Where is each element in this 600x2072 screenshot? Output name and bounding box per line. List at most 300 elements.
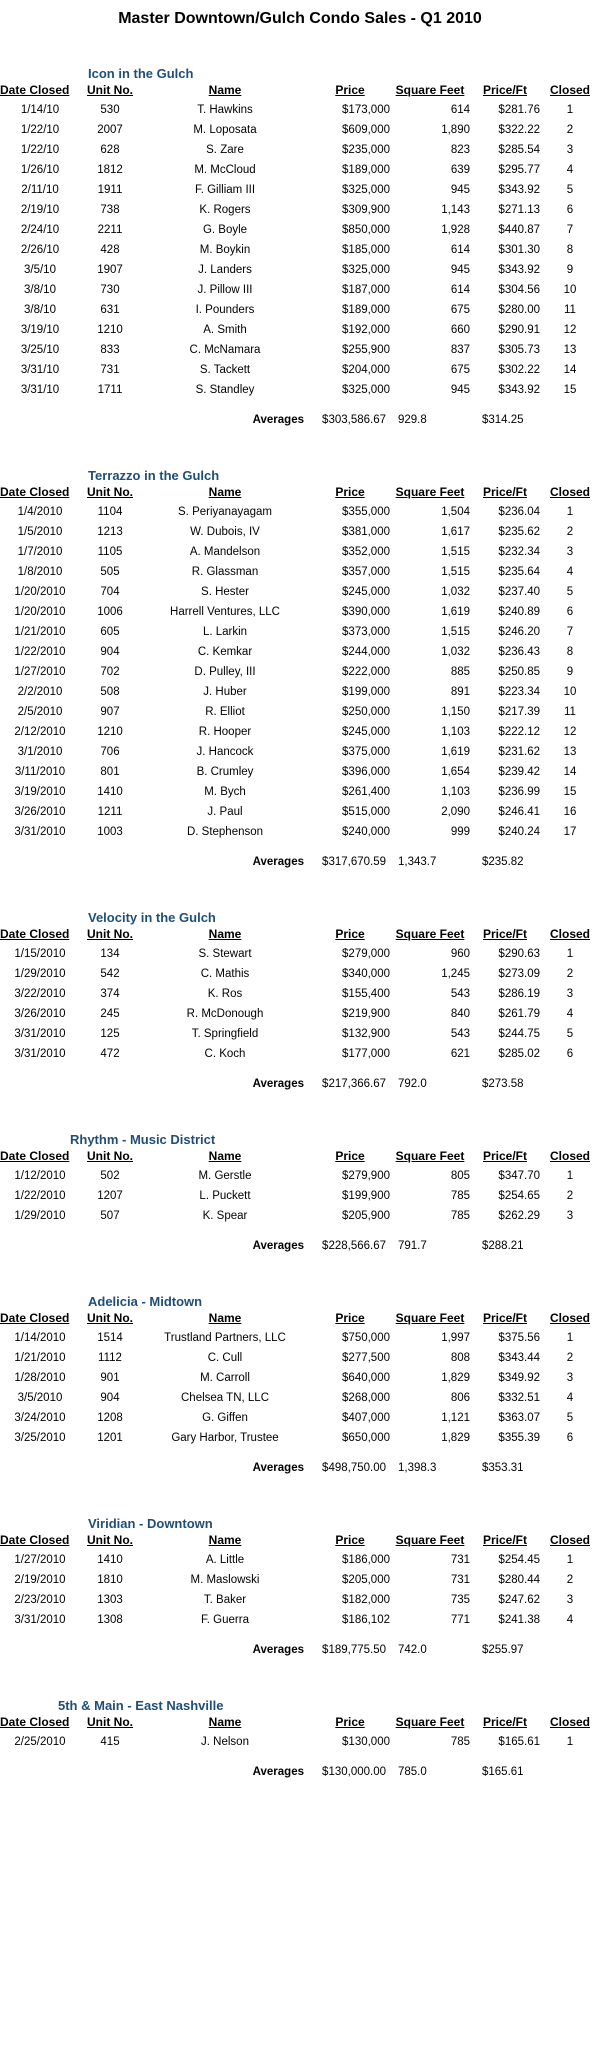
table-cell: $340,000 xyxy=(342,968,390,980)
table-row xyxy=(0,1044,600,1064)
table-cell: $255,900 xyxy=(342,344,390,356)
table-row xyxy=(0,822,600,842)
table-cell: $232.34 xyxy=(498,546,540,558)
empty-cell xyxy=(80,1752,140,1792)
table-cell: 2 xyxy=(566,1574,574,1586)
column-header: Price xyxy=(335,1149,365,1163)
table-cell: 1907 xyxy=(97,264,123,276)
table-cell: $254.45 xyxy=(498,1554,540,1566)
table-cell: 1514 xyxy=(97,1332,123,1344)
table-cell: $165.61 xyxy=(498,1736,540,1748)
table-cell: 1/26/10 xyxy=(20,164,60,176)
table-row xyxy=(0,502,600,522)
empty-cell xyxy=(0,1630,80,1670)
table-cell: 1/29/2010 xyxy=(14,968,66,980)
table-cell: 507 xyxy=(100,1210,120,1222)
average-square-feet: 792.0 xyxy=(398,1078,427,1090)
table-cell: 639 xyxy=(450,164,470,176)
table-cell: $304.56 xyxy=(498,284,540,296)
table-cell: 808 xyxy=(450,1352,470,1364)
table-cell: $390,000 xyxy=(342,606,390,618)
table-cell: 505 xyxy=(100,566,120,578)
column-header: Price/Ft xyxy=(482,927,527,941)
table-cell: 660 xyxy=(450,324,470,336)
table-cell: 7 xyxy=(566,224,574,236)
table-cell: 11 xyxy=(564,706,576,718)
table-cell: 12 xyxy=(563,324,577,336)
average-square-feet: 791.7 xyxy=(398,1240,427,1252)
table-cell: G. Boyle xyxy=(202,224,248,236)
empty-cell xyxy=(80,1064,140,1104)
empty-cell xyxy=(0,1448,80,1488)
column-header: Square Feet xyxy=(395,1533,465,1547)
table-cell: $239.42 xyxy=(498,766,540,778)
column-header: Name xyxy=(208,1149,242,1163)
table-cell: $205,900 xyxy=(342,1210,390,1222)
table-cell: K. Ros xyxy=(207,988,243,1000)
sales-table xyxy=(0,1530,600,1670)
empty-cell xyxy=(540,1630,600,1670)
column-header: Unit No. xyxy=(87,485,133,499)
table-cell: $347.70 xyxy=(498,1170,540,1182)
table-cell: R. Hooper xyxy=(198,726,252,738)
table-cell: 543 xyxy=(450,1028,470,1040)
table-row xyxy=(0,542,600,562)
table-row xyxy=(0,782,600,802)
table-cell: $750,000 xyxy=(342,1332,390,1344)
table-cell: 1,504 xyxy=(441,506,470,518)
table-row xyxy=(0,1004,600,1024)
table-cell: 1/5/2010 xyxy=(17,526,63,538)
column-header: Square Feet xyxy=(395,485,465,499)
average-square-feet: 929.8 xyxy=(398,414,427,426)
table-cell: 13 xyxy=(563,344,577,356)
table-cell: A. Smith xyxy=(203,324,247,336)
table-cell: 1,032 xyxy=(441,646,470,658)
table-cell: 16 xyxy=(563,806,577,818)
column-header: Closed xyxy=(549,1311,590,1325)
table-cell: 530 xyxy=(100,104,120,116)
table-cell: 1,032 xyxy=(441,586,470,598)
table-cell: 1,103 xyxy=(441,726,470,738)
table-cell: 7 xyxy=(566,626,574,638)
table-cell: 785 xyxy=(450,1736,470,1748)
table-header-row xyxy=(0,80,600,100)
table-cell: 806 xyxy=(450,1392,470,1404)
table-cell: 2 xyxy=(566,968,574,980)
table-cell: $185,000 xyxy=(342,244,390,256)
table-cell: 245 xyxy=(100,1008,120,1020)
table-cell: C. Koch xyxy=(204,1048,246,1060)
table-cell: $244.75 xyxy=(498,1028,540,1040)
table-row xyxy=(0,1550,600,1570)
table-cell: 9 xyxy=(566,264,574,276)
table-cell: W. Dubois, IV xyxy=(190,526,260,538)
sales-table xyxy=(0,80,600,440)
sales-table xyxy=(0,1308,600,1488)
table-row xyxy=(0,320,600,340)
table-cell: 785 xyxy=(450,1190,470,1202)
table-cell: 8 xyxy=(566,646,574,658)
table-cell: $261,400 xyxy=(342,786,390,798)
table-cell: $173,000 xyxy=(342,104,390,116)
table-cell: $375.56 xyxy=(498,1332,540,1344)
table-cell: $301.30 xyxy=(498,244,540,256)
table-cell: I. Pounders xyxy=(195,304,255,316)
column-header: Closed xyxy=(549,83,590,97)
table-cell: 374 xyxy=(100,988,120,1000)
table-cell: $189,000 xyxy=(342,304,390,316)
table-cell: 1/21/2010 xyxy=(14,1352,66,1364)
table-cell: $222,000 xyxy=(342,666,390,678)
table-cell: $231.62 xyxy=(498,746,540,758)
table-cell: S. Zare xyxy=(206,144,244,156)
empty-cell xyxy=(80,1226,140,1266)
column-header: Date Closed xyxy=(0,1149,70,1163)
table-cell: 10 xyxy=(563,686,577,698)
table-cell: 1112 xyxy=(98,1352,122,1364)
table-cell: 3/8/10 xyxy=(24,284,56,296)
table-cell: $236.04 xyxy=(498,506,540,518)
table-cell: $130,000 xyxy=(342,1736,390,1748)
table-cell: K. Rogers xyxy=(199,204,251,216)
table-cell: C. Cull xyxy=(207,1352,243,1364)
sales-table xyxy=(0,482,600,882)
table-cell: $290.91 xyxy=(498,324,540,336)
table-cell: 605 xyxy=(100,626,120,638)
table-cell: $363.07 xyxy=(498,1412,540,1424)
table-cell: $305.73 xyxy=(498,344,540,356)
table-row xyxy=(0,360,600,380)
table-cell: 3/19/2010 xyxy=(14,786,66,798)
table-row xyxy=(0,220,600,240)
table-cell: $223.34 xyxy=(498,686,540,698)
table-header-row xyxy=(0,1712,600,1732)
table-cell: $290.63 xyxy=(498,948,540,960)
table-cell: $343.92 xyxy=(498,384,540,396)
column-header: Price/Ft xyxy=(482,485,527,499)
table-cell: 1/4/2010 xyxy=(17,506,63,518)
table-cell: $250.85 xyxy=(498,666,540,678)
table-cell: $295.77 xyxy=(498,164,540,176)
table-cell: 2 xyxy=(566,124,574,136)
table-cell: $262.29 xyxy=(498,1210,540,1222)
average-price: $217,366.67 xyxy=(322,1078,386,1090)
table-row xyxy=(0,722,600,742)
table-cell: 2/24/10 xyxy=(20,224,60,236)
table-cell: T. Baker xyxy=(203,1594,247,1606)
table-row xyxy=(0,100,600,120)
table-cell: 735 xyxy=(450,1594,470,1606)
sales-sections xyxy=(0,38,600,1792)
table-cell: 904 xyxy=(100,646,120,658)
table-row xyxy=(0,622,600,642)
table-header-row xyxy=(0,1530,600,1550)
table-row xyxy=(0,200,600,220)
average-price: $317,670.59 xyxy=(322,856,386,868)
column-header: Closed xyxy=(549,1149,590,1163)
table-cell: 2/12/2010 xyxy=(14,726,66,738)
average-price: $130,000.00 xyxy=(322,1766,386,1778)
table-cell: $254.65 xyxy=(498,1190,540,1202)
table-cell: 945 xyxy=(450,184,470,196)
table-cell: 1 xyxy=(566,104,574,116)
table-cell: $205,000 xyxy=(342,1574,390,1586)
table-cell: 14 xyxy=(563,364,577,376)
empty-cell xyxy=(540,1226,600,1266)
table-row xyxy=(0,120,600,140)
table-row xyxy=(0,964,600,984)
table-header-row xyxy=(0,482,600,502)
empty-cell xyxy=(540,842,600,882)
table-row xyxy=(0,1368,600,1388)
averages-row xyxy=(0,842,600,882)
table-header-row xyxy=(0,1146,600,1166)
table-cell: $440.87 xyxy=(498,224,540,236)
table-cell: D. Pulley, III xyxy=(194,666,256,678)
average-price: $189,775.50 xyxy=(322,1644,386,1656)
table-cell: 1,150 xyxy=(441,706,470,718)
table-cell: 3/8/10 xyxy=(24,304,56,316)
table-cell: 614 xyxy=(450,244,470,256)
empty-cell xyxy=(0,1064,80,1104)
table-cell: $186,000 xyxy=(342,1554,390,1566)
table-cell: 823 xyxy=(450,144,470,156)
table-row xyxy=(0,984,600,1004)
table-cell: 1/8/2010 xyxy=(17,566,63,578)
sales-section xyxy=(0,440,600,882)
table-cell: $244,000 xyxy=(342,646,390,658)
table-cell: $309,900 xyxy=(342,204,390,216)
table-cell: 833 xyxy=(100,344,120,356)
table-row xyxy=(0,160,600,180)
table-cell: $250,000 xyxy=(342,706,390,718)
average-price-per-ft: $314.25 xyxy=(482,414,524,426)
table-cell: $268,000 xyxy=(342,1392,390,1404)
table-cell: 1308 xyxy=(97,1614,123,1626)
table-cell: S. Periyanayagam xyxy=(178,506,272,518)
table-cell: 1/12/2010 xyxy=(14,1170,66,1182)
table-cell: 771 xyxy=(450,1614,470,1626)
table-cell: 1006 xyxy=(97,606,123,618)
table-cell: 801 xyxy=(100,766,120,778)
table-cell: $355,000 xyxy=(342,506,390,518)
table-cell: C. Mathis xyxy=(200,968,250,980)
table-cell: 1,997 xyxy=(441,1332,470,1344)
column-header: Name xyxy=(208,83,242,97)
table-cell: 704 xyxy=(100,586,120,598)
table-cell: 2 xyxy=(566,526,574,538)
table-row xyxy=(0,602,600,622)
column-header: Unit No. xyxy=(87,1311,133,1325)
average-price-per-ft: $165.61 xyxy=(482,1766,524,1778)
table-cell: 472 xyxy=(100,1048,120,1060)
table-row xyxy=(0,1206,600,1226)
table-row xyxy=(0,1590,600,1610)
table-cell: 730 xyxy=(100,284,120,296)
empty-cell xyxy=(0,400,80,440)
table-cell: 1 xyxy=(566,1332,574,1344)
table-cell: A. Mandelson xyxy=(189,546,261,558)
table-cell: 2007 xyxy=(97,124,123,136)
table-cell: 1/29/2010 xyxy=(14,1210,66,1222)
table-cell: 785 xyxy=(450,1210,470,1222)
table-cell: $246.41 xyxy=(498,806,540,818)
empty-cell xyxy=(80,400,140,440)
table-row xyxy=(0,380,600,400)
table-row xyxy=(0,180,600,200)
table-cell: R. Glassman xyxy=(191,566,259,578)
column-header: Date Closed xyxy=(0,485,70,499)
table-cell: 1/22/2010 xyxy=(14,1190,66,1202)
table-cell: 1/15/2010 xyxy=(14,948,66,960)
average-price-per-ft: $353.31 xyxy=(482,1462,524,1474)
table-cell: T. Hawkins xyxy=(197,104,253,116)
table-cell: T. Springfield xyxy=(191,1028,259,1040)
table-cell: $373,000 xyxy=(342,626,390,638)
table-row xyxy=(0,1428,600,1448)
table-cell: 907 xyxy=(100,706,120,718)
table-cell: 13 xyxy=(563,746,577,758)
table-cell: 3/22/2010 xyxy=(14,988,66,1000)
table-cell: $271.13 xyxy=(498,204,540,216)
empty-cell xyxy=(0,842,80,882)
table-header-row xyxy=(0,924,600,944)
sales-section xyxy=(0,882,600,1104)
table-row xyxy=(0,562,600,582)
table-cell: $132,900 xyxy=(342,1028,390,1040)
table-cell: 1/22/2010 xyxy=(14,646,66,658)
table-cell: 1810 xyxy=(97,1574,123,1586)
table-cell: 1,829 xyxy=(441,1432,470,1444)
table-cell: B. Crumley xyxy=(196,766,254,778)
table-cell: $240.89 xyxy=(498,606,540,618)
averages-label: Averages xyxy=(252,414,304,426)
empty-cell xyxy=(540,1752,600,1792)
table-cell: $850,000 xyxy=(342,224,390,236)
table-cell: 15 xyxy=(563,384,577,396)
average-square-feet: 1,343.7 xyxy=(398,856,437,868)
table-cell: 17 xyxy=(563,826,577,838)
table-cell: $407,000 xyxy=(342,1412,390,1424)
empty-cell xyxy=(0,1752,80,1792)
averages-row xyxy=(0,1752,600,1792)
table-cell: F. Guerra xyxy=(201,1614,249,1626)
table-cell: $237.40 xyxy=(498,586,540,598)
table-cell: M. McCloud xyxy=(194,164,256,176)
table-cell: 3/11/2010 xyxy=(14,766,66,778)
averages-row xyxy=(0,1448,600,1488)
table-row xyxy=(0,662,600,682)
average-price: $303,586.67 xyxy=(322,414,386,426)
table-cell: 2 xyxy=(566,1352,574,1364)
average-price: $498,750.00 xyxy=(322,1462,386,1474)
table-cell: 1,619 xyxy=(441,606,470,618)
table-cell: 1,515 xyxy=(441,546,470,558)
table-cell: R. Elliot xyxy=(205,706,245,718)
table-cell: 1410 xyxy=(97,1554,123,1566)
table-cell: 5 xyxy=(566,1412,574,1424)
average-square-feet: 785.0 xyxy=(398,1766,427,1778)
table-cell: $279,900 xyxy=(342,1170,390,1182)
table-cell: 1 xyxy=(566,948,574,960)
average-price-per-ft: $255.97 xyxy=(482,1644,524,1656)
table-cell: 1,103 xyxy=(441,786,470,798)
column-header: Unit No. xyxy=(87,1715,133,1729)
section-title: Viridian - Downtown xyxy=(88,1516,213,1531)
table-cell: 1003 xyxy=(97,826,123,838)
table-cell: 3/31/2010 xyxy=(14,1614,66,1626)
table-cell: $261.79 xyxy=(498,1008,540,1020)
table-cell: 2,090 xyxy=(441,806,470,818)
table-cell: 1/27/2010 xyxy=(14,1554,66,1566)
table-cell: $281.76 xyxy=(498,104,540,116)
sales-section xyxy=(0,1104,600,1266)
column-header: Closed xyxy=(549,1715,590,1729)
column-header: Price xyxy=(335,927,365,941)
table-row xyxy=(0,522,600,542)
table-cell: 4 xyxy=(566,1614,574,1626)
page-title: Master Downtown/Gulch Condo Sales - Q1 2010 xyxy=(118,10,482,27)
table-row xyxy=(0,582,600,602)
table-cell: 8 xyxy=(566,244,574,256)
column-header: Date Closed xyxy=(0,83,70,97)
table-cell: 3/5/10 xyxy=(24,264,56,276)
table-cell: $245,000 xyxy=(342,726,390,738)
table-cell: 3/1/2010 xyxy=(17,746,63,758)
average-price: $228,566.67 xyxy=(322,1240,386,1252)
table-cell: 1 xyxy=(566,1736,574,1748)
section-title: 5th & Main - East Nashville xyxy=(58,1698,224,1713)
averages-label: Averages xyxy=(252,1644,304,1656)
table-cell: 1,619 xyxy=(441,746,470,758)
table-cell: 1/7/2010 xyxy=(17,546,63,558)
table-cell: 1/21/2010 xyxy=(14,626,66,638)
table-cell: 2/5/2010 xyxy=(17,706,63,718)
column-header: Closed xyxy=(549,485,590,499)
table-cell: 945 xyxy=(450,264,470,276)
column-header: Square Feet xyxy=(395,83,465,97)
table-row xyxy=(0,280,600,300)
table-cell: $332.51 xyxy=(498,1392,540,1404)
table-cell: 4 xyxy=(566,1008,574,1020)
table-cell: 3/24/2010 xyxy=(14,1412,66,1424)
table-cell: $186,102 xyxy=(342,1614,390,1626)
table-cell: 1,245 xyxy=(441,968,470,980)
table-cell: $357,000 xyxy=(342,566,390,578)
table-cell: 1812 xyxy=(97,164,123,176)
column-header: Closed xyxy=(549,1533,590,1547)
table-cell: 1211 xyxy=(97,806,123,818)
table-cell: 9 xyxy=(566,666,574,678)
section-title: Adelicia - Midtown xyxy=(88,1294,203,1309)
table-cell: 1105 xyxy=(97,546,123,558)
table-cell: 1 xyxy=(566,1170,574,1182)
table-cell: 738 xyxy=(100,204,120,216)
table-cell: 11 xyxy=(564,304,576,316)
sales-table xyxy=(0,1712,600,1792)
column-header: Date Closed xyxy=(0,1715,70,1729)
table-row xyxy=(0,300,600,320)
table-cell: $192,000 xyxy=(342,324,390,336)
column-header: Unit No. xyxy=(87,1533,133,1547)
table-cell: 840 xyxy=(450,1008,470,1020)
table-header-row xyxy=(0,1308,600,1328)
empty-cell xyxy=(540,400,600,440)
table-cell: G. Giffen xyxy=(202,1412,248,1424)
table-cell: 706 xyxy=(100,746,120,758)
empty-cell xyxy=(80,842,140,882)
